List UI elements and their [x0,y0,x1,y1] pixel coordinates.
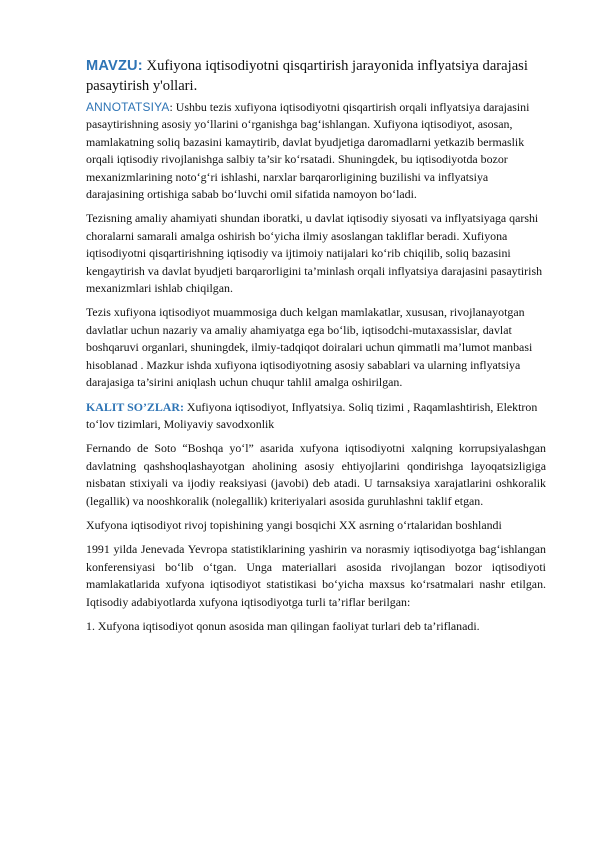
keywords-paragraph [86,399,546,434]
topic-text: Xufiyona iqtisodiyotni qisqartirish jarayonida inflyatsiya darajasi pasaytirish y'ollari. [86,58,528,94]
annotation-label: ANNOTATSIYA [86,100,170,114]
annotation-paragraph [86,99,546,203]
significance-paragraph: Tezisning amaliy ahamiyati shundan iboratki, u davlat iqtisodiy siyosati va inflyatsiyaga qarshi choralarni samarali amalga oshirish bo‘yicha ilmiy asoslangan takliflar beradi. Xufiyona iqtisodiyotni qisqartirishning iqtisodiy va ijtimoiy natijalari ko‘rib chiqilib, soliq bazasini kengaytirish va davlat byudjeti barqarorligini ta’minlash orqali inflyatsiya darajasini pasaytirish mexanizmlari ishlab chiqilgan. [86,211,543,296]
keywords-label: KALIT SO’ZLAR: [86,399,184,414]
body-paragraph-definition-1: 1. Xufyona iqtisodiyot qonun asosida man qilingan faoliyat turlari deb ta’riflanadi. [86,618,480,633]
body-paragraph-geneva: 1991 yilda Jenevada Yevropa statistiklarining yashirin va norasmiy iqtisodiyotga bag‘ishlangan konferensiyasi bo‘lib o‘tgan. Unga materiallari asosida rivojlangan bozor iqtisodiyoti mamlakatlarida xufyona iqtisodiyot statistikasi bo‘yicha maxsus ko‘rsatmalari nashr etilgan. Iqtisodiy adabiyotlarda xufyona iqtisodiyotga turli ta’riflar berilgan: [86,542,546,609]
document-page [86,56,546,642]
relevance-paragraph: Tezis xufiyona iqtisodiyot muammosiga duch kelgan mamlakatlar, xususan, rivojlanayotgan davlatlar uchun nazariy va amaliy ahamiyatga ega bo‘lib, iqtisodchi-mutaxassislar, davlat boshqaruvi organlari, shuningdek, ilmiy-tadqiqot doiralari uchun qimmatli ma’lumot manbasi hisoblanad . Mazkur ishda xufiyona iqtisodiyotning asosiy sabablari va ularning inflyatsiya darajasiga ta’sirini aniqlash uchun chuqur tahlil amalga oshirilgan. [86,305,533,390]
body-paragraph-soto: Fernando de Soto “Boshqa yo‘l” asarida xufyona iqtisodiyotni xalqning korrupsiyalashgan davlatning qashshoqlashayotgan aholining asosiy ehtiyojlarini qondirishga layoqatsizligiga nisbatan stixiyali va ijodiy reaksiyasi (javobi) deb atadi. U tarnsaksiya xarajatlarini oshkoralik (legallik) va nooshkoralik (nolegallik) kriteriyalari asosida guruhlashni taklif etgan. [86,441,546,508]
topic-label: MAVZU: [86,58,143,74]
keywords-text: Xufiyona iqtisodiyot, Inflyatsiya. Soliq tizimi , Raqamlashtirish, Elektron to‘lov tizimlari, Moliyaviy savodxonlik [86,399,538,431]
body-paragraph-new-stage: Xufyona iqtisodiyot rivoj topishining yangi bosqichi XX asrning o‘rtalaridan boshlandi [86,517,502,532]
annotation-text: : Ushbu tezis xufiyona iqtisodiyotni qisqartirish orqali inflyatsiya darajasini pasaytirishning asosiy yo‘llarini o‘rganishga bag‘ishlangan. Xufiyona iqtisodiyot, asosan, mamlakatning soliq bazasini kamaytirib, davlat byudjetiga daromadlarni yetkazib bermaslik orqali iqtisodiy rivojlanishga salbiy ta’sir ko‘rsatadi. Shuningdek, bu iqtisodiyotda bozor mexanizmlarining noto‘g‘ri ishlashi, narxlar barqarorligining buzilishi va inflyatsiya darajasining ortishiga sabab bo‘luvchi omil sifatida namoyon bo‘ladi. [86,100,530,202]
topic-heading [86,56,546,96]
